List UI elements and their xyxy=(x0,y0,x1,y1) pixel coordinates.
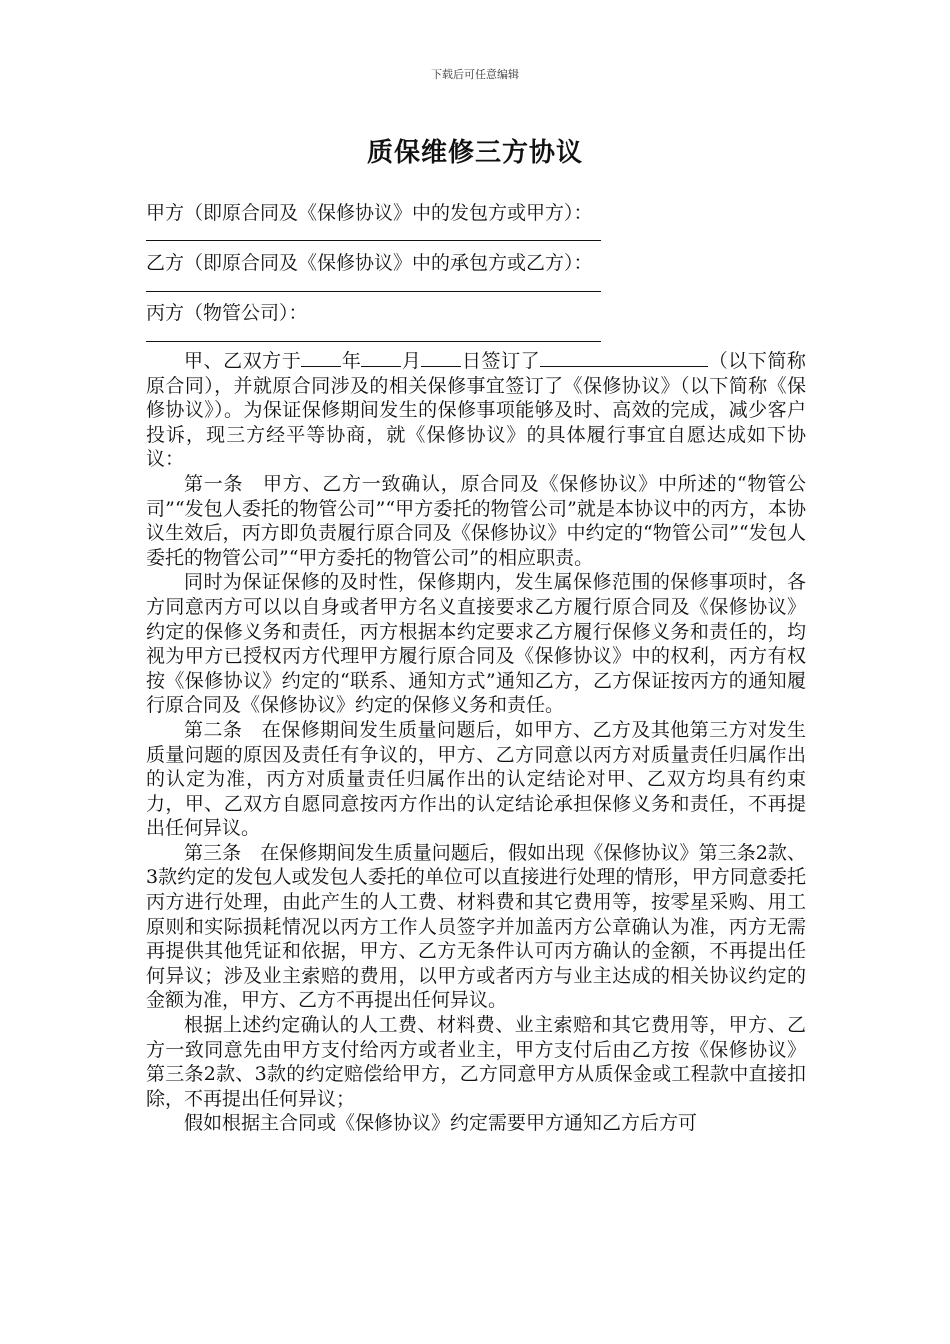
article-3-supplement-paragraph: 根据上述约定确认的人工费、材料费、业主索赔和其它费用等，甲方、乙方一致同意先由甲方支付给丙方或者业主，甲方支付后由乙方按《保修协议》第三条2款、3款的约定赔偿给甲方，乙方同意甲方从质保金或工程款中直接扣除，不再提出任何异议； xyxy=(146,1014,806,1110)
header-note: 下载后可任意编辑 xyxy=(431,68,519,81)
article-1-supplement-paragraph: 同时为保证保修的及时性，保修期内，发生属保修范围的保修事项时，各方同意丙方可以以自身或者甲方名义直接要求乙方履行原合同及《保修协议》约定的保修义务和责任，丙方根据本约定要求乙方履行保修义务和责任的，均视为甲方已授权丙方代理甲方履行原合同及《保修协议》中的权利，丙方有权按《保修协议》约定的“联系、通知方式”通知乙方，乙方保证按丙方的通知履行原合同及《保修协议》约定的保修义务和责任。 xyxy=(146,571,806,717)
agreement-body xyxy=(146,348,806,1136)
day-label: 日签订了 xyxy=(461,350,541,372)
article-3-paragraph: 第三条 在保修期间发生质量问题后，假如出现《保修协议》第三条2款、3款约定的发包人或发包人委托的单位可以直接进行处理的情形，甲方同意委托丙方进行处理，由此产生的人工费、材料费和其它费用等，按零星采购、用工原则和实际损耗情况以丙方工作人员签字并加盖丙方公章确认为准，丙方无需再提供其他凭证和依据，甲方、乙方无条件认可丙方确认的金额，不再提出任何异议；涉及业主索赔的费用，以甲方或者丙方与业主达成的相关协议约定的金额为准，甲方、乙方不再提出任何异议。 xyxy=(146,841,806,1012)
party-b-label: 乙方（即原合同及《保修协议》中的承包方或乙方）： xyxy=(146,252,593,274)
intro-text-end: （以下简称原合同），并就原合同涉及的相关保修事宜签订了《保修协议》（以下简称《保修协议》）。为保证保修期间发生的保修事项能够及时、高效的完成，减少客户投诉，现三方经平等协商，就《保修协议》的具体履行事宜自愿达成如下协议： xyxy=(146,350,806,471)
party-c-label: 丙方（物管公司）： xyxy=(146,302,308,324)
party-a-blank-line xyxy=(146,240,601,241)
month-blank xyxy=(361,348,401,367)
day-blank xyxy=(421,348,461,367)
article-3-continuation-paragraph: 假如根据主合同或《保修协议》约定需要甲方通知乙方后方可 xyxy=(184,1112,698,1135)
contract-name-blank xyxy=(540,348,708,367)
article-2-paragraph: 第二条 在保修期间发生质量问题后，如甲方、乙方及其他第三方对发生质量问题的原因及责任有争议的，甲方、乙方同意以丙方对质量责任归属作出的认定为准，丙方对质量责任归属作出的认定结论对甲、乙双方均具有约束力，甲、乙双方自愿同意按丙方作出的认定结论承担保修义务和责任，不再提出任何异议。 xyxy=(146,718,806,840)
party-b-blank-line xyxy=(146,291,601,292)
party-c-blank-line xyxy=(146,341,601,342)
intro-text-start: 甲、乙双方于 xyxy=(184,350,302,372)
year-blank xyxy=(301,348,341,367)
month-label: 月 xyxy=(401,350,422,372)
party-a-label: 甲方（即原合同及《保修协议》中的发包方或甲方）： xyxy=(146,202,593,224)
article-1-paragraph: 第一条 甲方、乙方一致确认，原合同及《保修协议》中所述的“物管公司”“发包人委托的物管公司”“甲方委托的物管公司”就是本协议中的丙方，本协议生效后，丙方即负责履行原合同及《保修协议》中约定的“物管公司”“发包人委托的物管公司”“甲方委托的物管公司”的相应职责。 xyxy=(146,472,806,569)
year-label: 年 xyxy=(341,350,362,372)
document-title: 质保维修三方协议 xyxy=(366,138,583,168)
intro-paragraph xyxy=(146,348,806,472)
